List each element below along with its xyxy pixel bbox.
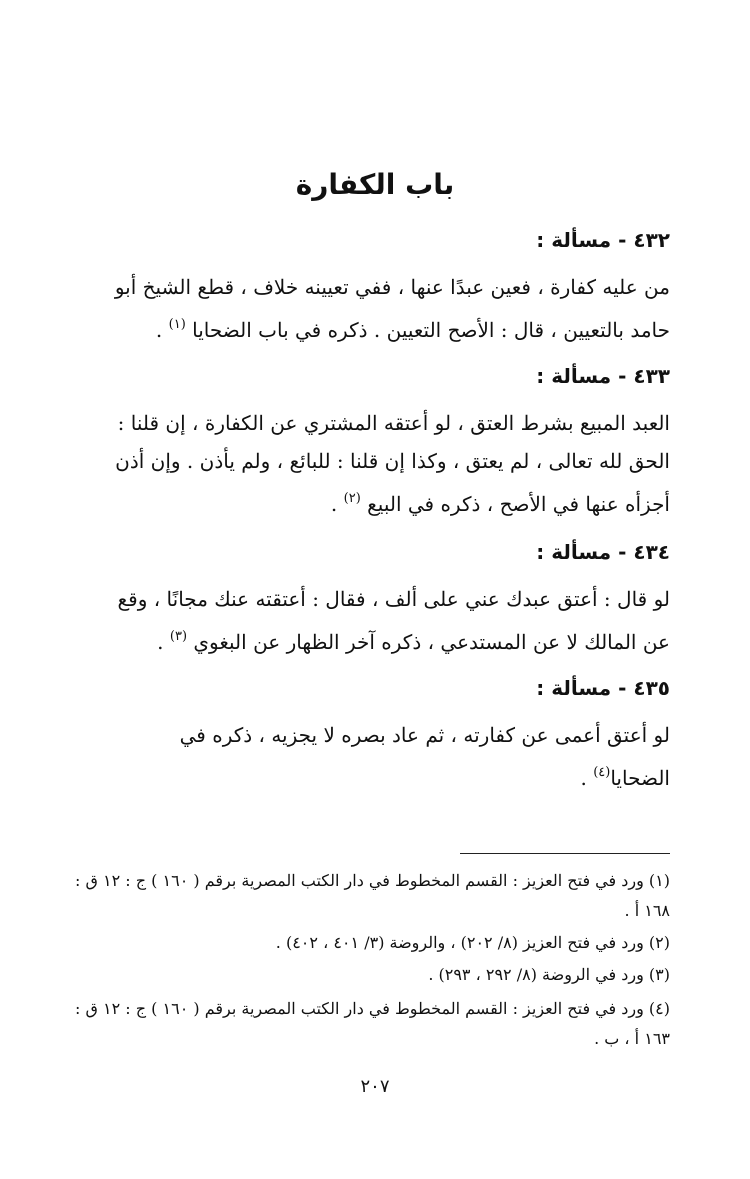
page-number: ٢٠٧	[360, 1076, 390, 1097]
text-line-with-note	[74, 618, 670, 661]
chapter-title: باب الكفارة	[295, 168, 455, 201]
footnote-3: (٣) ورد في الروضة (٨/ ٢٩٢ ، ٢٩٣) .	[428, 965, 670, 984]
issue-text	[74, 268, 670, 349]
footnote-marker: (٢)	[343, 491, 361, 506]
footnote-1: (١) ورد في فتح العزيز : القسم المخطوط في دار الكتب المصرية برقم ( ١٦٠ ) ج : ١٢ ق :	[75, 871, 670, 890]
text-end: .	[330, 492, 344, 516]
text-line: الحق لله تعالى ، لم يعتق ، وكذا إن قلنا : للبائع ، ولم يأذن . وإن أذن	[115, 449, 670, 473]
text-end: .	[157, 630, 170, 654]
footnote-divider	[460, 853, 670, 854]
footnote-marker: (١)	[168, 317, 186, 332]
issue-heading: ٤٣٤ - مسألة :	[536, 540, 670, 564]
footnote-marker: (٤)	[593, 765, 611, 780]
footnote-1-continued: ١٦٨ أ .	[624, 901, 670, 920]
footnote-2: (٢) ورد في فتح العزيز (٨/ ٢٠٢) ، والروضة (٣/ ٤٠١ ، ٤٠٢) .	[275, 933, 670, 952]
text-line: من عليه كفارة ، فعين عبدًا عنها ، ففي تعيينه خلاف ، قطع الشيخ أبو	[114, 275, 670, 299]
issue-text	[74, 404, 670, 523]
text-line: لو أعتق أعمى عن كفارته ، ثم عاد بصره لا يجزيه ، ذكره في	[179, 723, 670, 747]
text-line: أجزأه عنها في الأصح ، ذكره في البيع	[367, 492, 670, 516]
text-line-with-note	[74, 306, 670, 349]
issue-heading: ٤٣٥ - مسألة :	[536, 676, 670, 700]
issue-text	[74, 580, 670, 661]
text-end: .	[580, 766, 594, 790]
issue-heading: ٤٣٢ - مسألة :	[536, 228, 670, 252]
issue-heading: ٤٣٣ - مسألة :	[536, 364, 670, 388]
text-line: العبد المبيع بشرط العتق ، لو أعتقه المشتري عن الكفارة ، إن قلنا :	[117, 411, 670, 435]
footnote-marker: (٣)	[169, 629, 188, 644]
text-end: .	[155, 318, 169, 342]
footnote-4: (٤) ورد في فتح العزيز : القسم المخطوط في دار الكتب المصرية برقم ( ١٦٠ ) ج : ١٢ ق :	[75, 999, 670, 1018]
issue-text	[74, 716, 670, 797]
text-line: عن المالك لا عن المستدعي ، ذكره آخر الظهار عن البغوي	[193, 630, 670, 654]
text-line-with-note	[74, 754, 670, 797]
text-line-with-note	[74, 480, 670, 523]
footnote-4-continued: ١٦٣ أ ، ب .	[594, 1029, 670, 1048]
text-line: حامد بالتعيين ، قال : الأصح التعيين . ذكره في باب الضحايا	[192, 318, 670, 342]
text-line: الضحايا	[610, 766, 670, 790]
text-line: لو قال : أعتق عبدك عني على ألف ، فقال : أعتقته عنك مجانًا ، وقع	[117, 587, 670, 611]
